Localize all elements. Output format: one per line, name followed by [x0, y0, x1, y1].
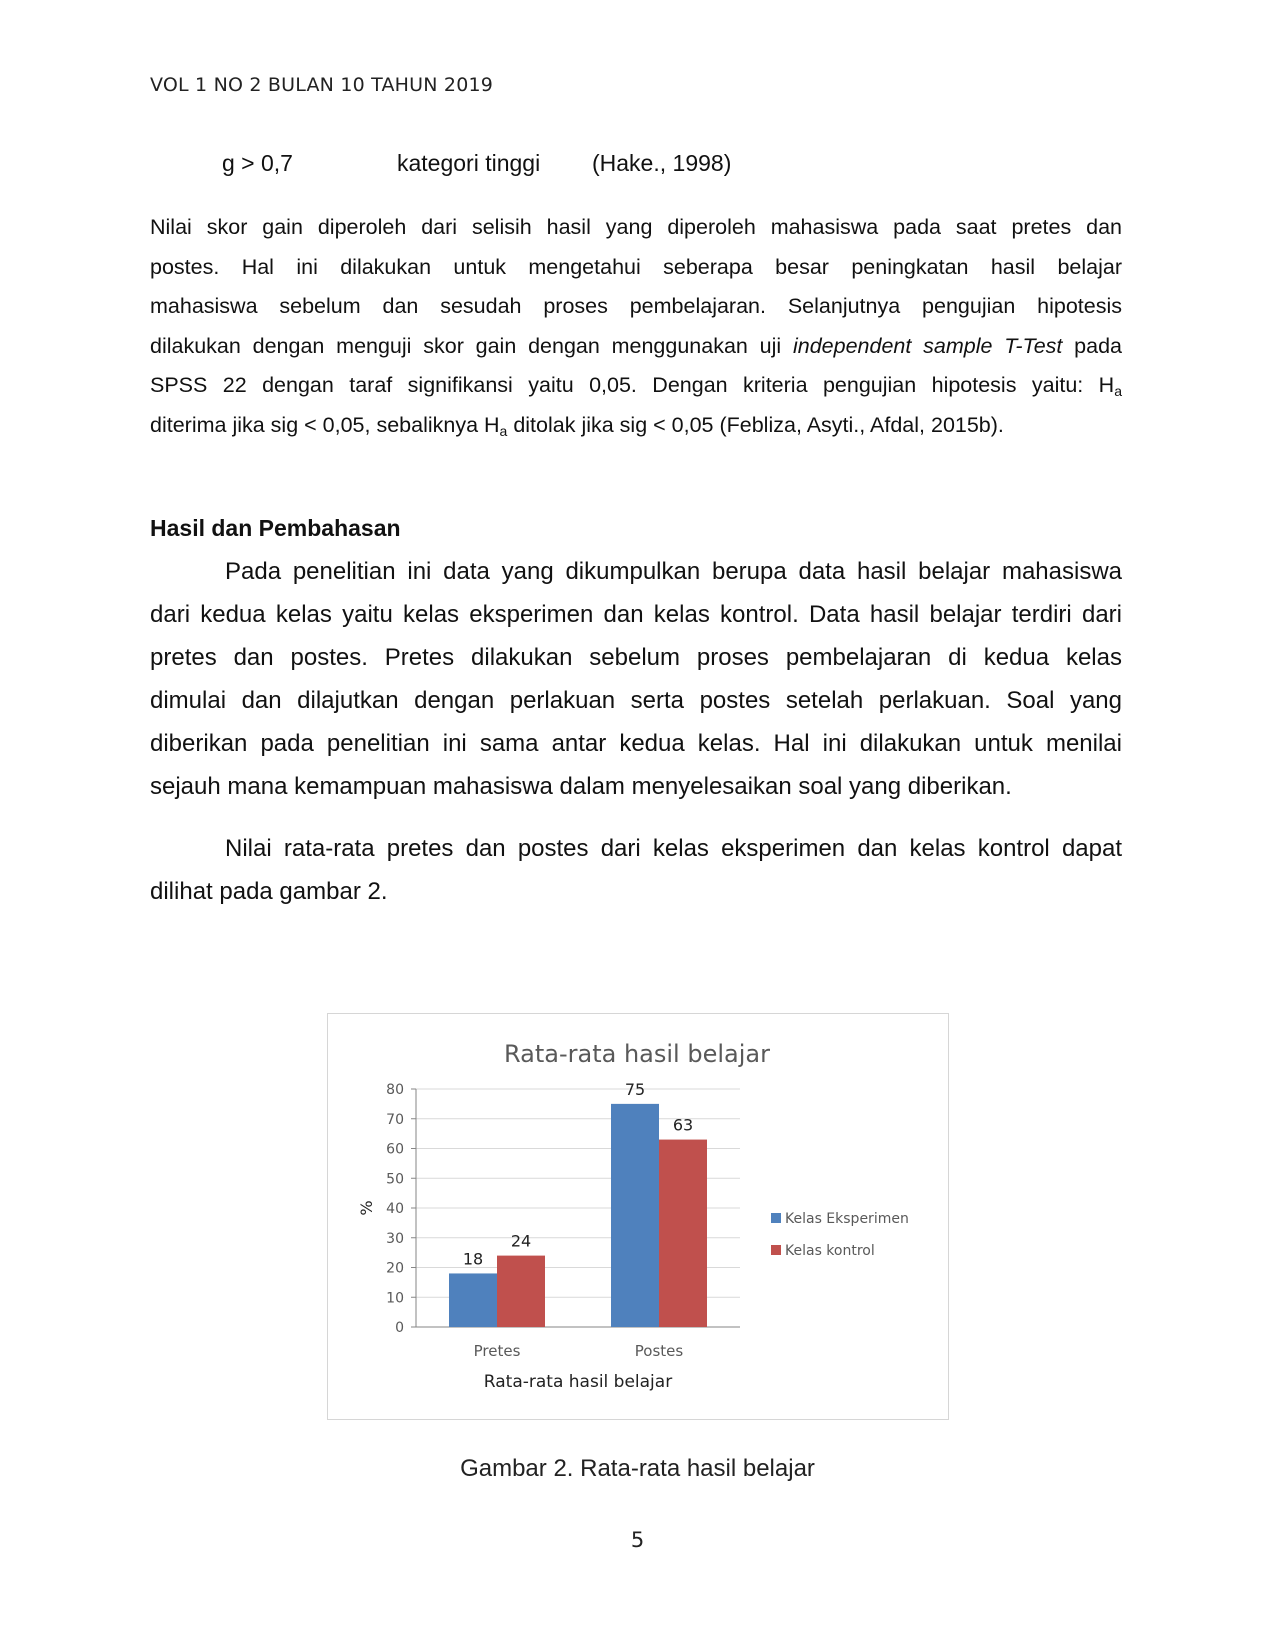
text-line: Nilai skor gain diperoleh dari selisih hasil yang diperoleh mahasiswa pada saat pretes dan [150, 215, 1122, 239]
legend-swatch [771, 1213, 781, 1223]
y-tick-label: 50 [386, 1171, 404, 1188]
data-label: 63 [672, 1115, 694, 1135]
text-line: SPSS 22 dengan taraf signifikansi yaitu 0,05. Dengan kriteria pengujian hipotesis yaitu: $H_a$ [150, 373, 1122, 399]
bar [497, 1256, 545, 1327]
text-line: postes. Hal ini dilakukan untuk mengetahui seberapa besar peningkatan hasil belajar [150, 254, 1122, 279]
y-tick-label: 30 [386, 1230, 404, 1247]
y-tick-label: 40 [386, 1201, 404, 1217]
y-tick-label: 60 [386, 1141, 404, 1158]
text-line: sejauh mana kemampuan mahasiswa dalam menyelesaikan soal yang diberikan. [150, 773, 1012, 800]
chart-title: Rata-rata hasil belajar [504, 1040, 770, 1068]
paragraph-figure-reference [150, 827, 1122, 913]
text-line: dilakukan dengan menguji skor gain dengan menggunakan uji independent sample T-Test pada [150, 333, 1122, 358]
formula-category: kategori tinggi [397, 150, 541, 176]
bar [611, 1104, 659, 1327]
y-tick-label: 70 [386, 1111, 404, 1128]
text-line: dilihat pada gambar 2. [150, 878, 388, 905]
text-line: diterima jika sig < 0,05, sebaliknya $H_a$ ditolak jika sig < 0,05 (Febliza, Asyti., Afdal, 2015b). [150, 412, 1004, 439]
running-header: VOL 1 NO 2 BULAN 10 TAHUN 2019 [150, 74, 494, 96]
legend-swatch [771, 1245, 781, 1255]
data-label: 18 [462, 1249, 484, 1269]
text-line: Pada penelitian ini data yang dikumpulkan berupa data hasil belajar mahasiswa [225, 558, 1122, 585]
x-tick-label: Postes [634, 1342, 684, 1360]
text-line: dari kedua kelas yaitu kelas eksperimen dan kelas kontrol. Data hasil belajar terdiri dari [150, 601, 1122, 628]
bar [449, 1273, 497, 1327]
section-heading: Hasil dan Pembahasan [150, 515, 401, 541]
y-tick-label: 10 [386, 1290, 404, 1307]
y-tick-label: 20 [386, 1260, 404, 1277]
y-tick-label: 0 [395, 1320, 404, 1336]
chart-frame [327, 1013, 949, 1420]
text-line: dimulai dan dilajutkan dengan perlakuan serta postes setelah perlakuan. Soal yang [150, 687, 1122, 714]
paragraph-results [150, 550, 1122, 808]
legend-label: Kelas kontrol [785, 1243, 875, 1259]
italic-term: independent sample T-Test [792, 333, 1063, 358]
legend-label: Kelas Eksperimen [785, 1211, 909, 1227]
text-line: pretes dan postes. Pretes dilakukan sebelum proses pembelajaran di kedua kelas [150, 644, 1122, 671]
text-line: diberikan pada penelitian ini sama antar kedua kelas. Hal ini dilakukan untuk menilai [150, 730, 1122, 757]
x-axis-title: Rata-rata hasil belajar [483, 1372, 673, 1392]
formula-citation: (Hake., 1998) [592, 150, 732, 176]
text-line: mahasiswa sebelum dan sesudah proses pembelajaran. Selanjutnya pengujian hipotesis [150, 294, 1122, 318]
figure-caption: Gambar 2. Rata-rata hasil belajar [460, 1455, 815, 1482]
x-tick-label: Pretes [473, 1342, 521, 1360]
y-axis-title: % [357, 1200, 376, 1216]
formula-expression: g > 0,7 [222, 150, 293, 176]
data-label: 75 [624, 1079, 646, 1099]
bar-chart [328, 1014, 947, 1418]
paragraph-gain-method [150, 208, 1122, 445]
text-line: Nilai rata-rata pretes dan postes dari kelas eksperimen dan kelas kontrol dapat [225, 835, 1122, 862]
data-label: 24 [510, 1231, 532, 1251]
y-tick-label: 80 [386, 1082, 404, 1098]
page-number: 5 [630, 1528, 645, 1552]
bar [659, 1140, 707, 1327]
